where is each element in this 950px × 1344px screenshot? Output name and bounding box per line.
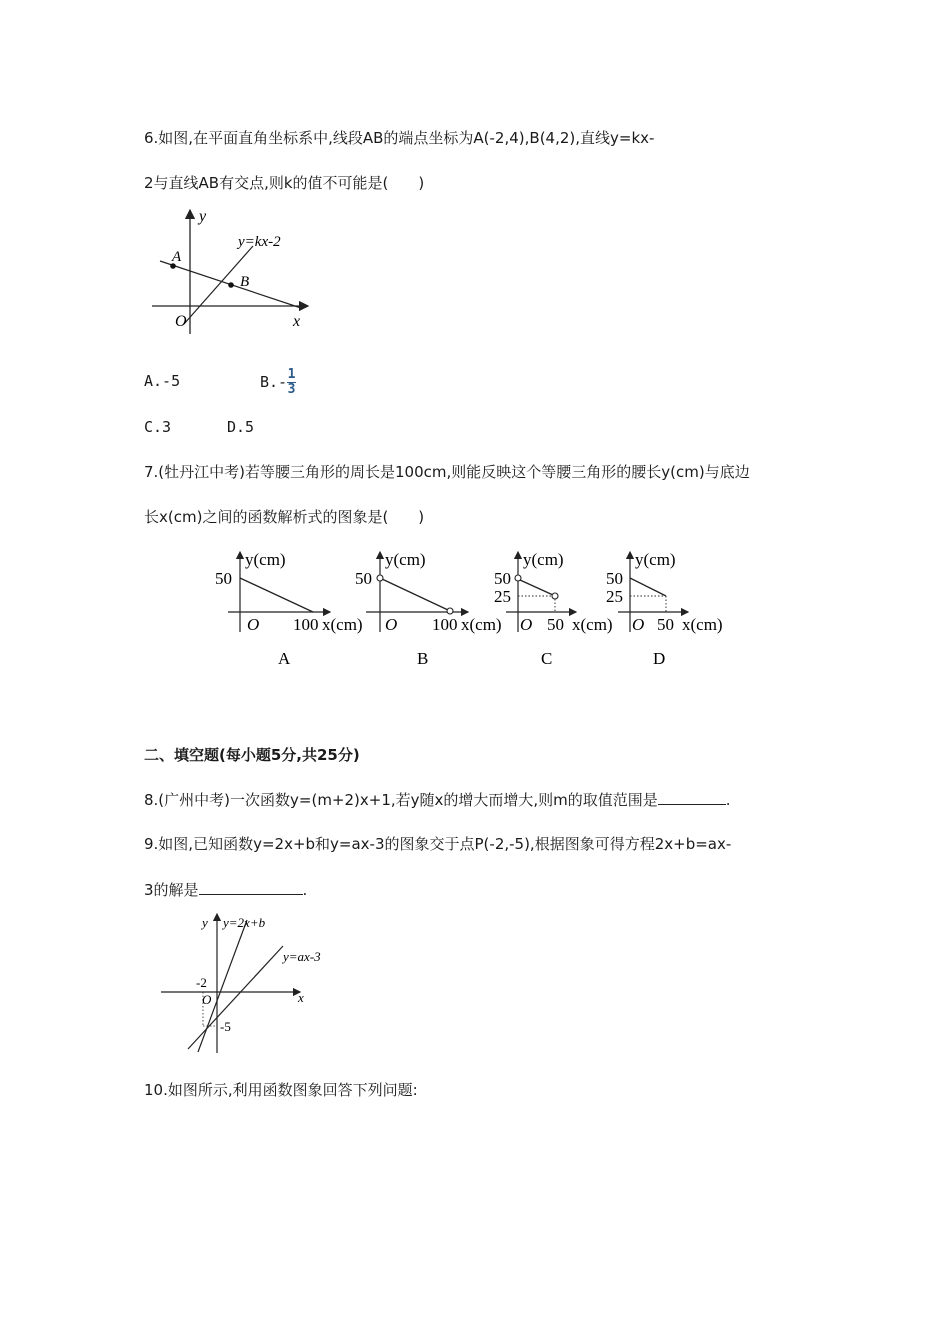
q6-point-b [228,282,234,288]
q9-answer-blank[interactable] [199,878,303,895]
q7-graph-d-caption: D [653,649,666,668]
q6-point-b-label: B [240,274,250,290]
q7-graph-d-x-tick: 50 [657,615,674,634]
q7-graph-c-y-tick: 50 [494,569,511,588]
q9-figure [155,908,340,1056]
q7-graph-b-open-point-end [447,608,453,614]
q6-origin-label: O [175,313,187,330]
q7-graph-b-x-tick: 100 [432,615,458,634]
q7-graph-c-x-label: x(cm) [572,615,613,634]
q6-option-b-fraction [287,368,296,397]
q7-graph-b-open-point-top [377,575,383,581]
q8-end: . [725,791,731,809]
q9-x-tick: -2 [196,975,207,990]
q6-option-b-prefix: B.- [260,373,288,391]
q7-graph-d-x-label: x(cm) [682,615,723,634]
q7-graphs [210,545,730,675]
q7-graph-d-y-tick: 50 [606,569,623,588]
q7-graph-c-y-label: y(cm) [523,550,564,569]
q6-option-b-denominator: 3 [287,382,296,397]
q6-line-1: 6.如图,在平面直角坐标系中,线段AB的端点坐标为A(-2,4),B(4,2),直线y=kx- [144,129,655,147]
q7-graph-c-x-tick: 50 [547,615,564,634]
q6-point-a-label: A [172,249,182,265]
q7-graph-d [606,550,723,668]
q7-graph-a-x-label: x(cm) [322,615,363,634]
q7-graph-a-y-label: y(cm) [245,550,286,569]
q7-graph-a-x-tick: 100 [293,615,319,634]
q7-graph-c-open-point-end [552,593,558,599]
q6-option-c: C.3 [144,418,172,436]
q7-line-2: 长x(cm)之间的函数解析式的图象是( ) [144,508,425,526]
q7-graph-d-line [630,578,666,596]
q7-graph-b-y-label: y(cm) [385,550,426,569]
q6-line-label: y=kx-2 [238,234,281,250]
q7-graph-c-y-tick-2: 25 [494,587,511,606]
q9-end: . [302,881,308,899]
q8-answer-blank[interactable] [658,788,726,805]
q7-graph-a-caption: A [278,649,291,668]
q7-graph-d-origin: O [632,615,645,634]
q6-x-label: x [293,313,301,330]
q9-line2-label: y=ax-3 [283,949,321,964]
q9-line-1: 9.如图,已知函数y=2x+b和y=ax-3的图象交于点P(-2,-5),根据图象可得方程2x+b=ax- [144,835,732,853]
q6-line-2: 2与直线AB有交点,则k的值不可能是( ) [144,174,425,192]
q7-graph-b-line [382,579,448,610]
q7-graph-b-origin: O [385,615,398,634]
q9-origin-label: O [202,992,212,1007]
q7-graph-a-line [240,578,313,612]
q7-graph-d-y-label: y(cm) [635,550,676,569]
q7-graph-a-y-tick: 50 [215,569,232,588]
q10-line: 10.如图所示,利用函数图象回答下列问题: [144,1081,418,1099]
q7-graph-b-y-tick: 50 [355,569,372,588]
q6-y-label: y [199,208,207,225]
q7-graph-b [355,550,502,668]
q7-graph-c [494,550,613,668]
q7-graph-d-y-tick-2: 25 [606,587,623,606]
q7-graph-a-origin: O [247,615,260,634]
q7-graph-c-open-point-top [515,575,521,581]
q9-line-2 [144,878,307,901]
q9-y-label: y [202,915,208,930]
q8-text: 8.(广州中考)一次函数y=(m+2)x+1,若y随x的增大而增大,则m的取值范围是 [144,791,658,809]
q9-line1-label: y=2x+b [223,915,266,930]
q7-graph-a [215,550,363,668]
q8-line [144,788,731,811]
q7-graph-c-line [520,580,553,595]
q9-text: 3的解是 [144,881,199,899]
q6-option-a: A.-5 [144,372,181,390]
q7-graph-b-x-label: x(cm) [461,615,502,634]
q6-option-b-numerator: 1 [287,367,296,382]
q6-option-d: D.5 [227,418,255,436]
q7-graph-c-origin: O [520,615,533,634]
section-heading-fill-in: 二、填空题(每小题5分,共25分) [144,746,360,764]
q6-figure [148,200,318,340]
q6-option-b [260,368,296,397]
q7-line-1: 7.(牡丹江中考)若等腰三角形的周长是100cm,则能反映这个等腰三角形的腰长y(cm)与底边 [144,463,750,481]
q7-graph-c-caption: C [541,649,553,668]
q9-y-tick: -5 [220,1019,231,1034]
q7-graph-b-caption: B [417,649,429,668]
q9-x-label: x [298,990,304,1005]
